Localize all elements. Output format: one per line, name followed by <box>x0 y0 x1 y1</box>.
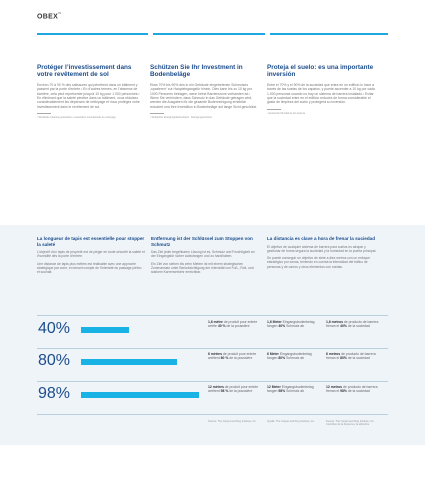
section-heading: Entfernung ist der Schlüssel zum Stoppen von Schmutz <box>151 236 253 247</box>
section-text: Se puede conseguir un objetivo de siete a diez metros con un enfoque estratégico por zonas, teniendo en cuenta la intensidad del tráfico de personas y de carros y otros elementos con ruedas. <box>267 256 371 269</box>
section-de <box>151 236 259 278</box>
footnote-rule <box>150 113 164 114</box>
section-text: Das Ziel jeder begehbaren Lösung ist es, Schmutz und Feuchtigkeit an der Eingangstür sicher aufzufangen und zu handhaben. <box>151 250 255 259</box>
column-heading: Protéger l’investissement dans votre revêtement de sol <box>37 64 132 79</box>
source-de: Quelle: The Carpet and Rug Institute, Inc. <box>267 420 315 423</box>
column-fr <box>37 64 143 119</box>
column-text: Etwa 70% bis 90% des in ein Gebäude eingetretenen Schmutzes „spazieren“ zur Haupteingangstür hinein. Dies kann bis zu 10 kg pro 1000 Personen betragen, wenn keine Barrierezone vorhanden ist.¹ Wenn Sie verhindern, dass Schmutz in das Gebäude getragen wird, werden die Ausgaben für die gesamte Bodenreinigung erheblich reduziert und Ihre Investition in Bodenbeläge auf lange Sicht geschützt. <box>150 82 258 109</box>
footnote: ¹ Weltgrößte Reinigungsfachverband · Reinigungsverband <box>150 116 212 120</box>
obex-logo: OBEX™ <box>37 12 62 21</box>
rule-gap <box>265 32 270 36</box>
section-fr <box>37 236 145 278</box>
column-text: Entre el 70% y el 90% de la suciedad que entra en un edificio lo hace a través de las suelas de los zapatos, y puede ascender a 10 kg por cada 1.000 personas cuando no hay un sistema de barrera instalado.¹ Evitar que la suciedad entre en el edificio reducirá de forma considerable el gasto de limpieza del suelo y protegerá su inversión. <box>267 82 375 105</box>
section-text: El objetivo de cualquier sistema de barrera para suelos es atrapar y gestionar de forma segura la suciedad y la humedad en la puerta principal. <box>267 244 377 253</box>
percent-label: 80% <box>38 352 71 369</box>
stat-fr: 12 mètres de produit pour entrée arrêtent 98 % de la poussière <box>208 385 259 394</box>
row-divider <box>37 414 388 415</box>
column-es <box>267 64 379 115</box>
progress-bar <box>81 392 199 398</box>
stat-es: 12 metros de producto de barrera frenan el 98% de la suciedad <box>326 385 378 394</box>
row-divider <box>37 315 388 316</box>
stat-de: 6 Meter Eingangsbodenbelag fangen 80% Schmutz ab <box>267 352 312 361</box>
source-fr: Source: The Carpet and Rug Institute, Inc. <box>208 420 257 423</box>
section-text: L’objectif d’un tapis de propreté est de piéger en toute sécurité la saleté et l’humidité dès la porte d’entrée. <box>37 250 145 259</box>
footnote-rule <box>267 109 281 110</box>
stat-de: 12 Meter Eingangsbodenbelag fangen 98% Schmutz ab <box>267 385 314 394</box>
section-text: Ein Ziel von sieben bis zehn Metern ist mit einem strategischen Zonenansatz unter Berücksichtigung der Intensität von Fuß-, Roll- und starkem Karrenverkehr erreichbar. <box>151 261 254 275</box>
section-es <box>267 236 380 272</box>
stat-fr: 1,6 mètre de produit pour entrée arrête 40 % de la poussière <box>208 320 258 329</box>
source-es: Fuente: The Carpet and Rug Institute, Inc. Científico de la limpieza y la alfombra <box>326 420 375 427</box>
column-text: Environ 70 à 90 % des salissures qui pénètrent dans un bâtiment y passent par la porte d’entrée.¹ En d’autres termes, en l’absence de barrière, cela peut représenter jusqu’à 10 kg pour 1 000 personnes.² En éliminant que la saleté pénètre dans un bâtiment, vous réduisez considérablement les dépenses de nettoyage et vous protégez votre investissement dans le revêtement de sol. <box>37 82 140 109</box>
footnote: ¹ Worldwide Cleaning association / association internationale du nettoyage <box>37 116 116 120</box>
section-text: Une distance de tapis plus mètres est réalisable avec une approche stratégique par zone, en tenant compte de l’intensité du passage piéton et souhait. <box>37 261 142 275</box>
row-divider <box>37 348 388 349</box>
percent-label: 98% <box>38 385 71 402</box>
footnote: ¹ Asociación Mundial de la Limpieza <box>267 111 306 115</box>
progress-bar <box>81 327 129 333</box>
top-accent-rule <box>37 33 388 35</box>
stat-de: 1,6 Meter Eingangsbodenbelag fangen 40% Schmutz ab <box>267 320 315 329</box>
row-divider <box>37 381 388 382</box>
stat-fr: 6 mètres de produit pour entrée arrêtent 80 % de la poussière <box>208 352 257 361</box>
footnote-rule <box>37 113 51 114</box>
section-heading: La longueur de tapis est essentielle pour stopper la saleté <box>37 236 145 247</box>
stat-es: 1,6 metros de producto de barrera frenan el 40% de la suciedad <box>326 320 379 329</box>
progress-bar <box>81 359 177 365</box>
column-heading: Proteja el suelo: es una importante inversión <box>267 64 374 79</box>
rule-gap <box>148 32 153 36</box>
column-de <box>150 64 258 119</box>
percent-label: 40% <box>38 320 71 337</box>
column-heading: Schützen Sie Ihr Investment in Bodenbeläge <box>150 64 243 79</box>
section-heading: La distancia es clave a hora de frenar la suciedad <box>267 236 376 241</box>
stat-es: 6 metros de producto de barrera frenan el 80% de la suciedad <box>326 352 376 361</box>
